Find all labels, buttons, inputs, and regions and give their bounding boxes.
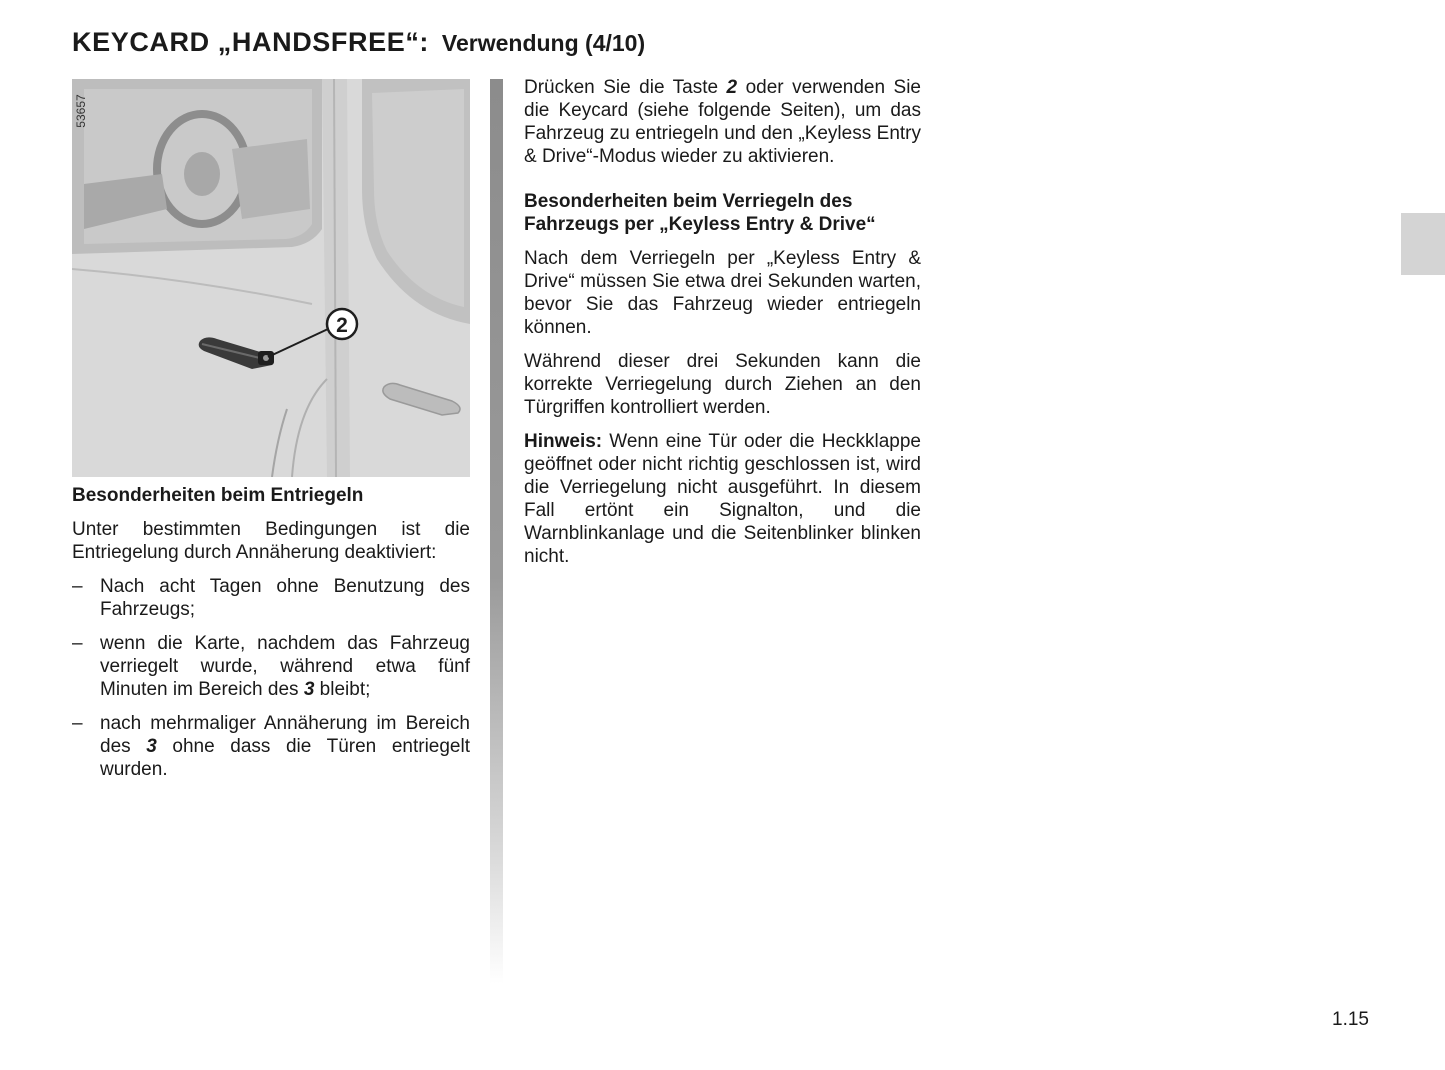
page-title — [72, 24, 645, 59]
door-handle-illustration — [72, 79, 470, 477]
list-item-text: Nach acht Tagen ohne Benutzung des Fahrzeugs; — [100, 576, 470, 620]
section-heading-unlock: Besonderheiten beim Entriegeln — [72, 485, 364, 506]
list-item-text: ohne dass die Türen entriegelt wurden. — [100, 736, 470, 780]
page-title-sub: Verwendung (4/10) — [441, 30, 646, 56]
list-item-text: wenn die Karte, nachdem das Fahrzeug verriegelt wurde, während etwa fünf Minuten im Bereich des — [100, 633, 470, 700]
reference-number: 3 — [146, 736, 157, 757]
unlock-intro: Unter bestimmten Bedingungen ist die Entriegelung durch Annäherung deaktiviert: — [72, 519, 470, 563]
right-column — [524, 76, 921, 568]
list-item — [72, 712, 470, 781]
page-title-main: KEYCARD „HANDSFREE“: — [72, 27, 430, 57]
note-paragraph — [524, 430, 921, 568]
section-heading-lock: Besonderheiten beim Verriegeln des Fahrzeugs per „Keyless Entry & Drive“ — [524, 191, 876, 235]
page-number: 1.15 — [1332, 1009, 1369, 1030]
paragraph-text: oder verwenden Sie die Keycard (siehe folgende Seiten), um das Fahrzeug zu entriegeln und den „Keyless Entry & Drive“-Modus wieder zu aktivieren. — [524, 77, 921, 167]
door-illustration-svg — [72, 79, 470, 477]
list-dash: – — [72, 713, 83, 734]
note-text: Wenn eine Tür oder die Heckklappe geöffnet oder nicht richtig geschlossen ist, wird die Verriegelung nicht ausgeführt. In diesem Fall ertönt ein Signalton, und die Warnblinkanlage und die Seitenblinker blinken nicht. — [524, 431, 921, 567]
figure-code — [74, 88, 90, 134]
lock-check-paragraph: Während dieser drei Sekunden kann die korrekte Verriegelung durch Ziehen an den Türgriffen kontrolliert werden. — [524, 351, 921, 418]
list-item — [72, 632, 470, 701]
column-divider — [490, 79, 503, 984]
list-item — [72, 575, 470, 621]
callout-label: 2 — [336, 314, 348, 337]
chapter-tab — [1401, 213, 1445, 275]
figure-code-text: 53657 — [74, 94, 88, 128]
reference-number: 3 — [303, 679, 315, 700]
reactivate-paragraph — [524, 76, 921, 168]
list-dash: – — [72, 633, 83, 654]
list-dash: – — [72, 576, 83, 597]
reference-number: 2 — [726, 77, 738, 98]
list-item-text: bleibt; — [314, 679, 371, 700]
note-label: Hinweis: — [524, 431, 603, 452]
paragraph-text: Drücken Sie die Taste — [524, 77, 727, 98]
list-item-text: nach mehrmaliger Annäherung im Bereich des — [100, 713, 470, 757]
left-column — [72, 484, 470, 781]
lock-wait-paragraph: Nach dem Verriegeln per „Keyless Entry & Drive“ müssen Sie etwa drei Sekunden warten, bevor Sie das Fahrzeug wieder entriegeln können. — [524, 248, 921, 338]
